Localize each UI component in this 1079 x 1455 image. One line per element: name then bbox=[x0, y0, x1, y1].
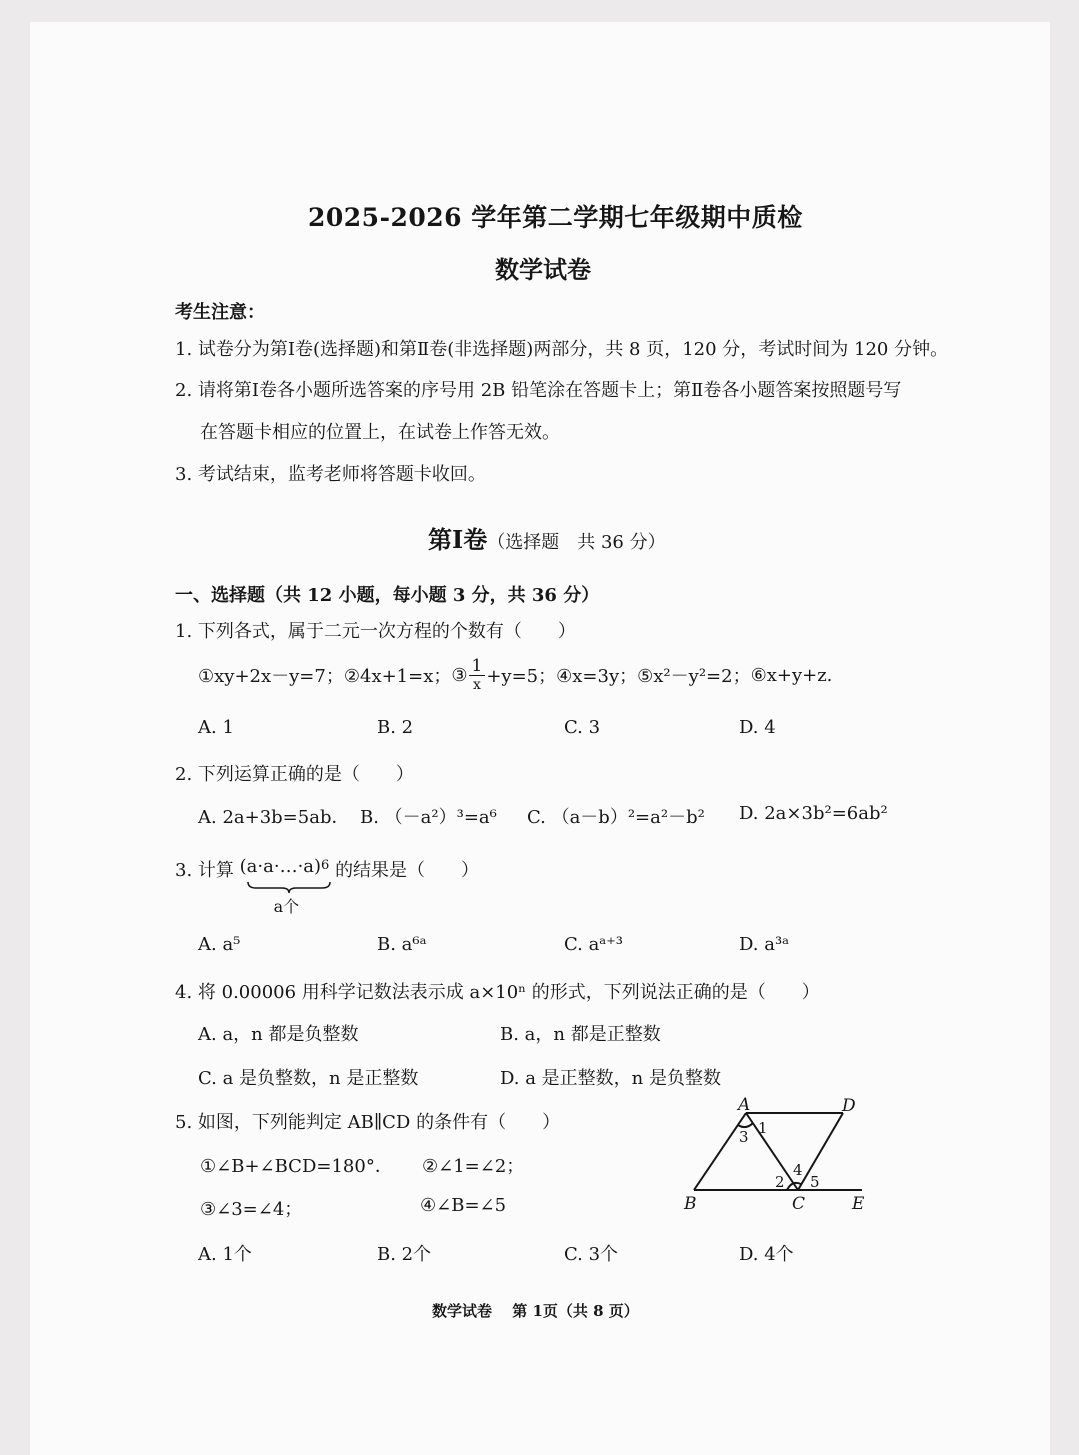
label-c: C bbox=[792, 1194, 806, 1214]
q2-stem: 2. 下列运算正确的是（ ） bbox=[175, 764, 414, 785]
fraction-denominator: x bbox=[472, 677, 481, 693]
q3-stem-suffix: 的结果是（ ） bbox=[335, 860, 480, 881]
q5-option-c[interactable]: C. 3个 bbox=[564, 1244, 619, 1265]
q3-option-d[interactable]: D. a³ᵃ bbox=[739, 934, 790, 955]
q1-expr-2: ②4x+1=x； bbox=[343, 666, 452, 687]
q4-option-c[interactable]: C. a 是负整数，n 是正整数 bbox=[198, 1068, 419, 1089]
q4-stem: 4. 将 0.00006 用科学记数法表示成 a×10ⁿ 的形式，下列说法正确的是（ ） bbox=[175, 982, 820, 1003]
q4-option-b[interactable]: B. a，n 都是正整数 bbox=[500, 1024, 661, 1045]
part1-note: （选择题 共 36 分） bbox=[487, 532, 666, 553]
q2-option-b[interactable]: B. （－a²）³=a⁶ bbox=[360, 807, 497, 828]
angle-5: 5 bbox=[810, 1173, 820, 1191]
q5-option-b[interactable]: B. 2个 bbox=[377, 1244, 432, 1265]
q5-figure bbox=[680, 1092, 880, 1217]
q2-option-a[interactable]: A. 2a+3b=5ab． bbox=[198, 807, 350, 828]
label-e: E bbox=[852, 1194, 865, 1214]
q1-expr-1: ①xy+2x－y=7； bbox=[198, 666, 344, 687]
label-d: D bbox=[842, 1096, 856, 1116]
q4-option-d[interactable]: D. a 是正整数，n 是负整数 bbox=[500, 1068, 722, 1089]
q1-expr-3-fraction bbox=[469, 658, 486, 692]
label-a: A bbox=[738, 1095, 751, 1115]
angle-2: 2 bbox=[775, 1173, 785, 1191]
q1-expr-3-suffix: +y=5； bbox=[486, 666, 557, 687]
exam-sheet bbox=[30, 22, 1050, 1455]
q5-condition-2: ②∠1=∠2； bbox=[422, 1156, 525, 1177]
q2-option-d[interactable]: D. 2a×3b²=6ab² bbox=[739, 803, 888, 824]
notice-heading: 考生注意： bbox=[175, 302, 265, 323]
q3-stem bbox=[175, 856, 480, 916]
q3-option-c[interactable]: C. aᵃ⁺³ bbox=[564, 934, 623, 955]
q1-option-c[interactable]: C. 3 bbox=[564, 717, 601, 738]
label-b: B bbox=[684, 1194, 697, 1214]
q1-expr-4: ④x=3y； bbox=[556, 666, 638, 687]
exam-subtitle: 数学试卷 bbox=[495, 255, 591, 284]
line-cd bbox=[798, 1113, 843, 1190]
q3-option-a[interactable]: A. a⁵ bbox=[198, 934, 241, 955]
q5-condition-1: ①∠B+∠BCD=180°． bbox=[200, 1156, 393, 1177]
notice-item-2: 2. 请将第Ⅰ卷各小题所选答案的序号用 2B 铅笔涂在答题卡上；第Ⅱ卷各小题答案按照题号写 bbox=[175, 380, 902, 401]
line-ab bbox=[694, 1113, 746, 1190]
q5-option-a[interactable]: A. 1个 bbox=[198, 1244, 252, 1265]
q1-expr-5: ⑤x²－y²=2； bbox=[637, 666, 751, 687]
q2-option-c[interactable]: C. （a－b）²=a²－b² bbox=[527, 807, 705, 828]
q1-option-b[interactable]: B. 2 bbox=[377, 717, 414, 738]
q4-option-a[interactable]: A. a，n 都是负整数 bbox=[198, 1024, 359, 1045]
line-ac bbox=[746, 1113, 798, 1190]
q5-condition-4: ④∠B=∠5 bbox=[420, 1195, 507, 1216]
q1-option-d[interactable]: D. 4 bbox=[739, 717, 776, 738]
q5-condition-3: ③∠3=∠4； bbox=[200, 1199, 303, 1220]
q1-expr-3-prefix: ③ bbox=[451, 664, 468, 686]
q3-option-b[interactable]: B. a⁶ᵃ bbox=[377, 934, 427, 955]
angle-3: 3 bbox=[739, 1128, 749, 1146]
q1-stem: 1. 下列各式，属于二元一次方程的个数有（ ） bbox=[175, 621, 576, 642]
angle-4: 4 bbox=[793, 1161, 803, 1179]
notice-item-3: 3. 考试结束，监考老师将答题卡收回。 bbox=[175, 464, 486, 485]
q1-expressions bbox=[198, 652, 832, 698]
q3-product bbox=[239, 856, 322, 916]
exam-title: 2025-2026 学年第二学期七年级期中质检 bbox=[308, 203, 803, 232]
q3-brace-label: a个 bbox=[273, 897, 300, 916]
notice-item-2-cont: 在答题卡相应的位置上，在试卷上作答无效。 bbox=[200, 422, 560, 443]
notice-item-1: 1. 试卷分为第Ⅰ卷(选择题)和第Ⅱ卷(非选择题)两部分，共 8 页，120 分，考试时间为 120 分钟。 bbox=[175, 339, 949, 360]
q3-product-text: (a·a·…·a) bbox=[239, 856, 322, 877]
fraction-numerator: 1 bbox=[469, 658, 486, 676]
underbrace bbox=[246, 880, 332, 894]
q3-exponent: 6 bbox=[321, 858, 330, 873]
q1-expr-6: ⑥x+y+z. bbox=[750, 664, 833, 686]
part1-heading bbox=[428, 520, 666, 555]
part1-title: 第Ⅰ卷 bbox=[428, 525, 488, 554]
page-footer: 数学试卷 第 1页（共 8 页） bbox=[432, 1302, 639, 1320]
q5-stem: 5. 如图，下列能判定 AB∥CD 的条件有（ ） bbox=[175, 1112, 561, 1133]
angle-arc-a bbox=[738, 1123, 753, 1127]
angle-1: 1 bbox=[758, 1119, 768, 1137]
section1-heading: 一、选择题（共 12 小题，每小题 3 分，共 36 分） bbox=[175, 585, 600, 606]
q3-stem-prefix: 3. 计算 bbox=[175, 860, 234, 881]
q5-option-d[interactable]: D. 4个 bbox=[739, 1244, 794, 1265]
q1-option-a[interactable]: A. 1 bbox=[198, 717, 234, 738]
